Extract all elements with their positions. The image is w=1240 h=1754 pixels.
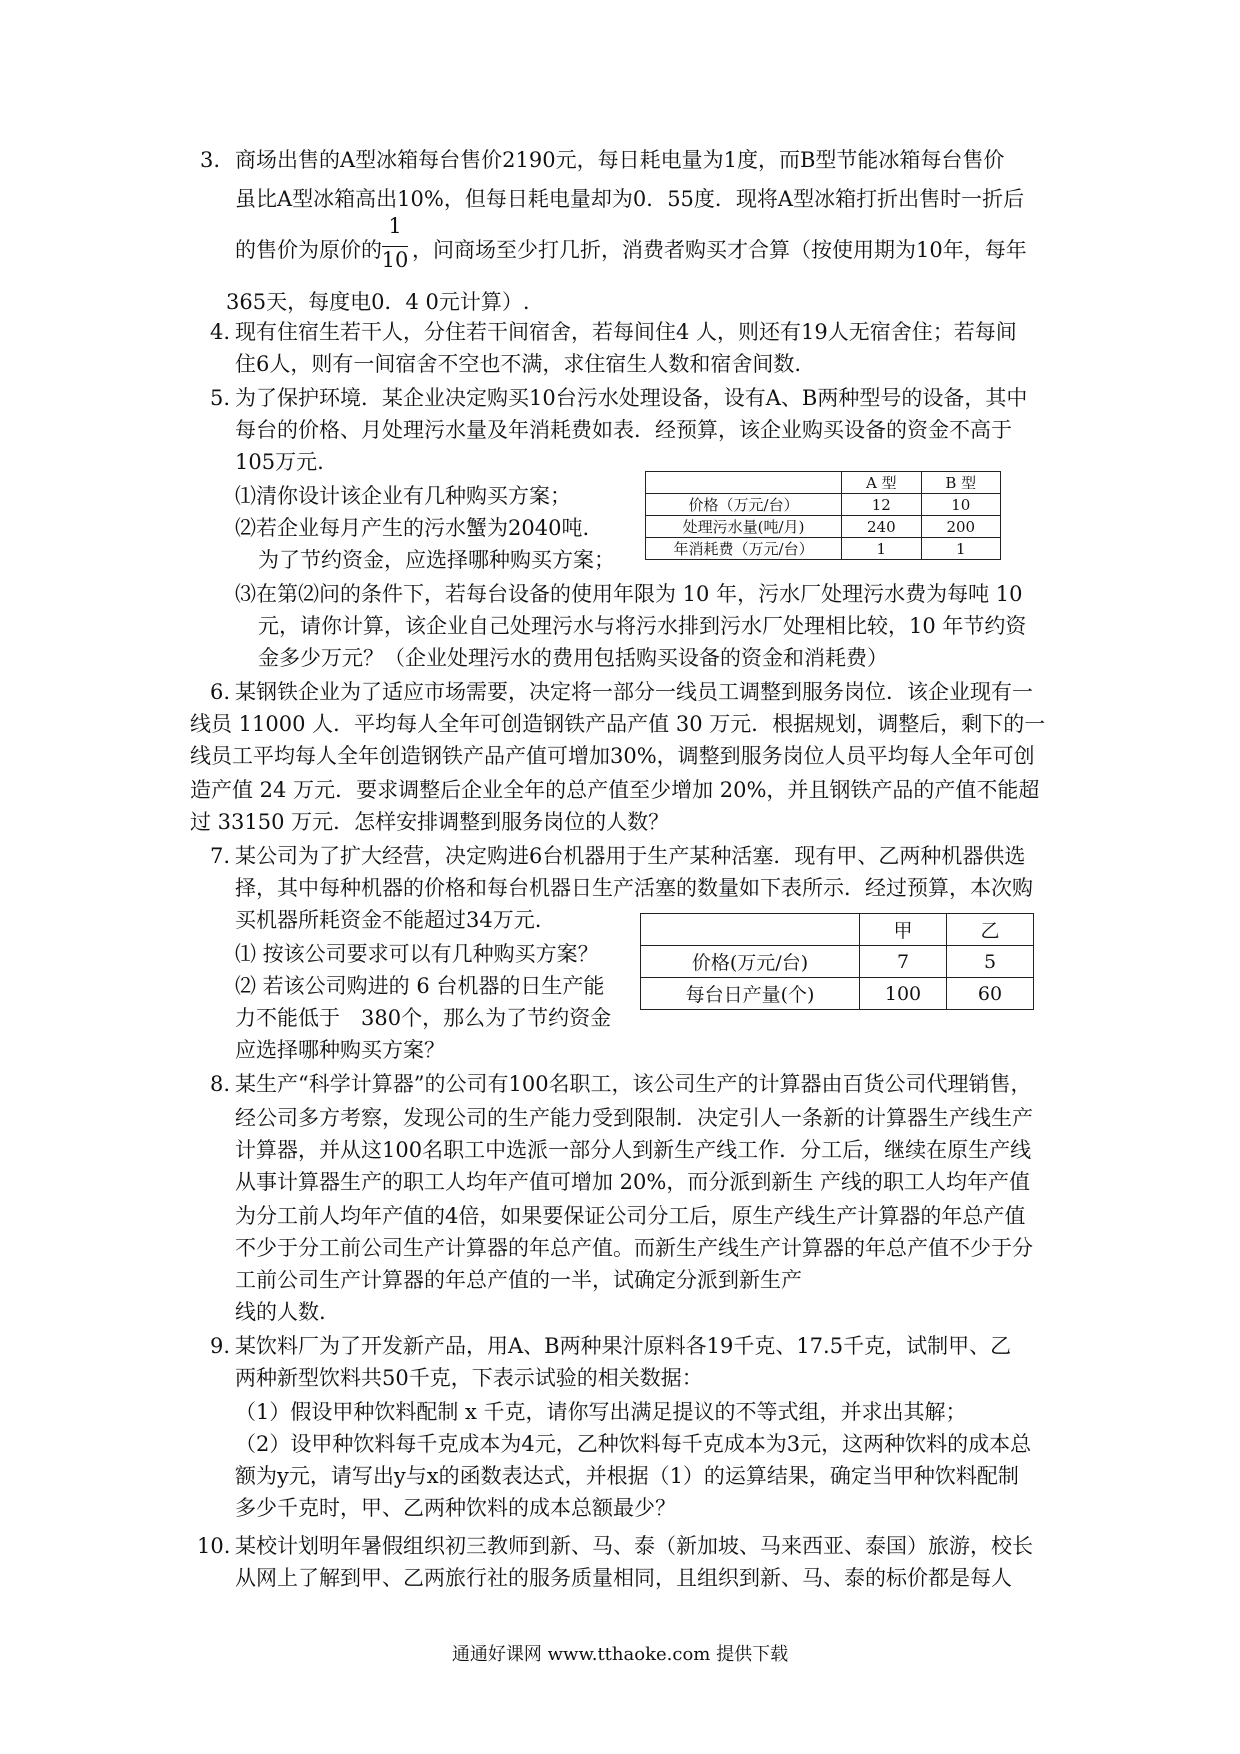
table-cell: 7 (860, 946, 947, 978)
problem-text-line: 造产值 24 万元．要求调整后企业全年的总产值至少增加 20%，并且钢铁产品的产值不能超 (190, 778, 1040, 802)
table-row (641, 978, 1034, 1010)
table-cell: 200 (921, 516, 1000, 538)
fraction-bar (382, 246, 408, 247)
question-line: ⑵若企业每月产生的污水蟹为2040吨. (235, 516, 590, 540)
problem-text-line: 择，其中每种机器的价格和每台机器日生产活塞的数量如下表所示．经过预算，本次购 (235, 876, 1033, 900)
table-cell (646, 472, 842, 494)
fraction-numerator: 1 (388, 214, 402, 238)
table-cell: 价格(万元/台) (641, 946, 860, 978)
problem-number: 10. (197, 1534, 231, 1558)
table-row (646, 516, 1001, 538)
table-cell: 乙 (947, 914, 1034, 946)
question-line: （2）设甲种饮料每千克成本为4元，乙种饮料每千克成本为3元，这两种饮料的成本总 (235, 1432, 1032, 1456)
question-line: ⑶在第⑵问的条件下，若每台设备的使用年限为 10 年，污水厂处理污水费为每吨 10 (235, 582, 1023, 606)
question-line: 元，请你计算，该企业自己处理污水与将污水排到污水厂处理相比较，10 年节约资 (258, 614, 1027, 638)
table-cell: 1 (842, 538, 921, 560)
question-line: ⑴清你设计该企业有几种购买方案； (235, 484, 571, 508)
table-row (641, 946, 1034, 978)
question-line: 多少千克时，甲、乙两种饮料的成本总额最少？ (235, 1496, 676, 1520)
problem-text-line: 计算器，并从这100名职工中选派一部分人到新生产线工作．分工后，继续在原生产线 (235, 1138, 1032, 1162)
problem-number: 8. (210, 1072, 231, 1096)
problem-text-line: 为了保护环境．某企业决定购买10台污水处理设备，设有A、B两种型号的设备，其中 (235, 386, 1028, 410)
problem-text-line: 过 33150 万元．怎样安排调整到服务岗位的人数？ (190, 810, 670, 834)
problem-text-line: 某钢铁企业为了适应市场需要，决定将一部分一线员工调整到服务岗位．该企业现有一 (235, 680, 1033, 704)
question-line: 为了节约资金，应选择哪种购买方案； (258, 548, 615, 572)
question-line: 力不能低于 380个，那么为了节约资金 (235, 1006, 612, 1030)
problem-text-line: 每台的价格、月处理污水量及年消耗费如表．经预算，该企业购买设备的资金不高于 (235, 418, 1012, 442)
table-cell: 甲 (860, 914, 947, 946)
problem-text-line: 住6人，则有一间宿舍不空也不满，求住宿生人数和宿舍间数. (235, 352, 802, 376)
problem-text-line: 线的人数. (235, 1300, 326, 1324)
question-line: 额为y元，请写出y与x的函数表达式，并根据（1）的运算结果，确定当甲种饮料配制 (235, 1464, 1019, 1488)
problem-number: 5. (210, 386, 231, 410)
question-line: ⑴ 按该公司要求可以有几种购买方案？ (235, 942, 599, 966)
problem-text-line: 某生产“科学计算器”的公司有100名职工，该公司生产的计算器由百货公司代理销售， (235, 1072, 1032, 1096)
table-cell: 10 (921, 494, 1000, 516)
problem-number: 4. (210, 320, 231, 344)
table-cell: 5 (947, 946, 1034, 978)
equipment-table (645, 471, 1001, 560)
problem-text-line: 某校计划明年暑假组织初三教师到新、马、泰（新加坡、马来西亚、泰国）旅游，校长 (235, 1534, 1033, 1558)
problem-number: 9. (210, 1334, 231, 1358)
table-cell: 价格（万元/台） (646, 494, 842, 516)
question-line: 应选择哪种购买方案？ (235, 1038, 445, 1062)
problem-text-line: 365天，每度电0．4 0元计算）. (226, 290, 530, 314)
table-cell: B 型 (921, 472, 1000, 494)
table-header-row (646, 472, 1001, 494)
problem-number: 7. (210, 844, 231, 868)
question-line: ⑵ 若该公司购进的 6 台机器的日生产能 (235, 974, 605, 998)
problem-text-line: 买机器所耗资金不能超过34万元. (235, 908, 542, 932)
problem-text-line: 线员 11000 人．平均每人全年可创造钢铁产品产值 30 万元．根据规划，调整后，剩下的一 (190, 712, 1046, 736)
table-cell: 12 (842, 494, 921, 516)
table-cell: 240 (842, 516, 921, 538)
page-footer: 通通好课网 www.tthaoke.com 提供下载 (451, 1644, 789, 1665)
table-row (646, 538, 1001, 560)
problem-text-line: 工前公司生产计算器的年总产值的一半，试确定分派到新生产 (235, 1268, 802, 1292)
problem-text-line: 从网上了解到甲、乙两旅行社的服务质量相同，且组织到新、马、泰的标价都是每人 (235, 1566, 1012, 1590)
table-header-row (641, 914, 1034, 946)
question-line: （1）假设甲种饮料配制 x 千克，请你写出满足提议的不等式组，并求出其解； (235, 1400, 967, 1424)
problem-text-line: 商场出售的A型冰箱每台售价2190元，每日耗电量为1度，而B型节能冰箱每台售价 (235, 148, 1005, 172)
table-row (646, 494, 1001, 516)
problem-text-line: 两种新型饮料共50千克，下表示试验的相关数据： (235, 1366, 703, 1390)
problem-text-line: ，问商场至少打几折，消费者购买才合算（按使用期为10年，每年 (412, 238, 1027, 262)
problem-text-line: 某饮料厂为了开发新产品，用A、B两种果汁原料各19千克、17.5千克，试制甲、乙 (235, 1334, 1012, 1358)
table-cell: 1 (921, 538, 1000, 560)
problem-text-line: 经公司多方考察，发现公司的生产能力受到限制．决定引人一条新的计算器生产线生产 (235, 1106, 1033, 1130)
machine-table (640, 913, 1034, 1010)
problem-text-line: 从事计算器生产的职工人均年产值可增加 20%，而分派到新生 产线的职工人均年产值 (235, 1170, 1031, 1194)
problem-text-line: 105万元. (235, 450, 324, 474)
problem-text-line: 某公司为了扩大经营，决定购进6台机器用于生产某种活塞．现有甲、乙两种机器供选 (235, 844, 1026, 868)
question-line: 金多少万元？（企业处理污水的费用包括购买设备的资金和消耗费） (258, 646, 888, 670)
problem-text-line: 虽比A型冰箱高出10%，但每日耗电量却为0．55度．现将A型冰箱打折出售时一折后 (235, 187, 1025, 211)
table-cell (641, 914, 860, 946)
problem-text-line: 线员工平均每人全年创造钢铁产品产值可增加30%，调整到服务岗位人员平均每人全年可创 (190, 744, 1035, 768)
problem-text-line: 为分工前人均年产值的4倍，如果要保证公司分工后，原生产线生产计算器的年总产值 (235, 1204, 1026, 1228)
problem-text-line: 现有住宿生若干人，分住若干间宿舍，若每间住4 人，则还有19人无宿舍住；若每间 (235, 320, 1017, 344)
table-cell: 每台日产量(个) (641, 978, 860, 1010)
fraction-denominator: 10 (381, 248, 409, 272)
table-cell: A 型 (842, 472, 921, 494)
table-cell: 60 (947, 978, 1034, 1010)
table-cell: 处理污水量(吨/月) (646, 516, 842, 538)
table-cell: 年消耗费（万元/台） (646, 538, 842, 560)
problem-number: 6. (210, 680, 231, 704)
problem-text-line: 不少于分工前公司生产计算器的年总产值。而新生产线生产计算器的年总产值不少于分 (235, 1236, 1033, 1260)
problem-number: 3. (200, 148, 221, 172)
problem-text-line: 的售价为原价的 (235, 238, 382, 262)
table-cell: 100 (860, 978, 947, 1010)
